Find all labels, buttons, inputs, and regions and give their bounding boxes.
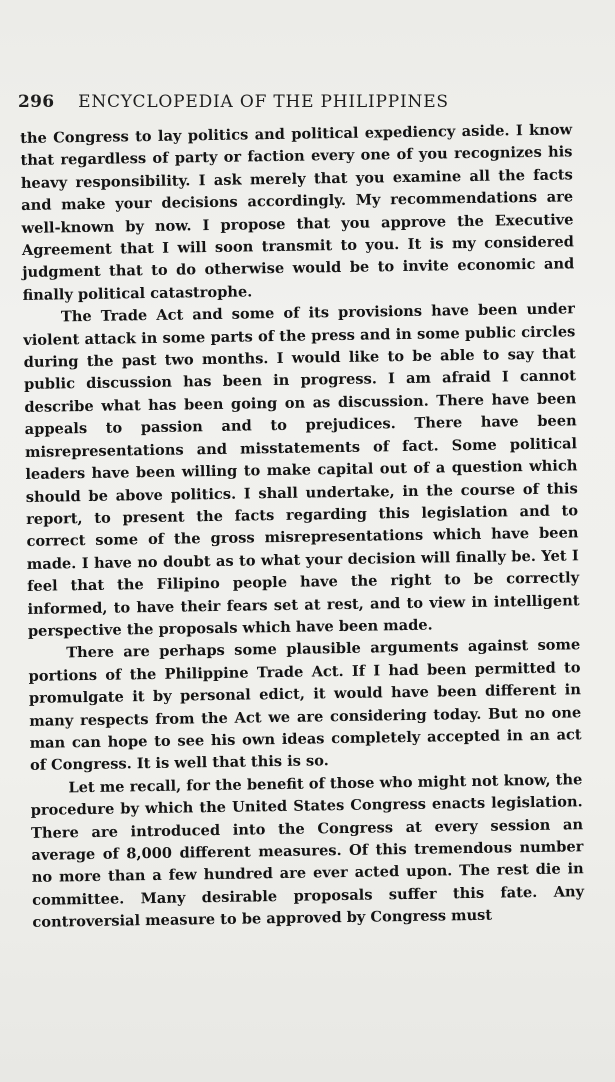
paragraph-1: the Congress to lay politics and political expediency aside. I know that regardless of party or faction every one of you recognizes his heavy responsibility. I ask merely that you examine all the facts and make your decisions accordingly. My recommendations are well-known by now. I propose that you approve the Executive Agreement that I will soon transmit to you. It is my considered judgment that to do otherwise would be to invite economic and finally political catastrophe. (20, 121, 575, 304)
page-header (18, 92, 488, 112)
paragraph-4: Let me recall, for the benefit of those who might not know, the procedure by which the United States Congress enacts legislation. There are introduced into the Congress at every session an average of 8,000 different measures. Of this tremendous number no more than a few hundred are ever acted upon. The rest die in committee. Many desirable proposals suffer this fate. Any controversial measure to be approved by Congress must (30, 771, 585, 932)
page-number: 296 (18, 92, 55, 112)
paragraph-3: There are perhaps some plausible arguments against some portions of the Philippine Trade Act. If I had been permitted to promulgate it by personal edict, it would have been different in many respects from the Act we are considering today. But no one man can hope to see his own ideas completely accepted in an act of Congress. It is well that this is so. (28, 636, 582, 775)
paragraph-2: The Trade Act and some of its provisions have been under violent attack in some parts of the press and in some public circles during the past two months. I would like to be able to say that public discussion has been in progress. I am afraid I cannot describe what has been going on as discussion. There have been appeals to passion and to prejudices. There have been misrepresentations and misstatements of fact. Some political leaders have been willing to make capital out of a question which should be above politics. I shall undertake, in the course of this report, to present the facts regarding this legislation and to correct some of the gross misrepresentations which have been made. I have no doubt as to what your decision will finally be. Yet I feel that the Filipino people have the right to be correctly informed, to have their fears set at rest, and to view in intelligent perspective the proposals which have been made. (23, 300, 580, 640)
body-text (20, 119, 585, 934)
running-title: ENCYCLOPEDIA OF THE PHILIPPINES (78, 92, 449, 112)
